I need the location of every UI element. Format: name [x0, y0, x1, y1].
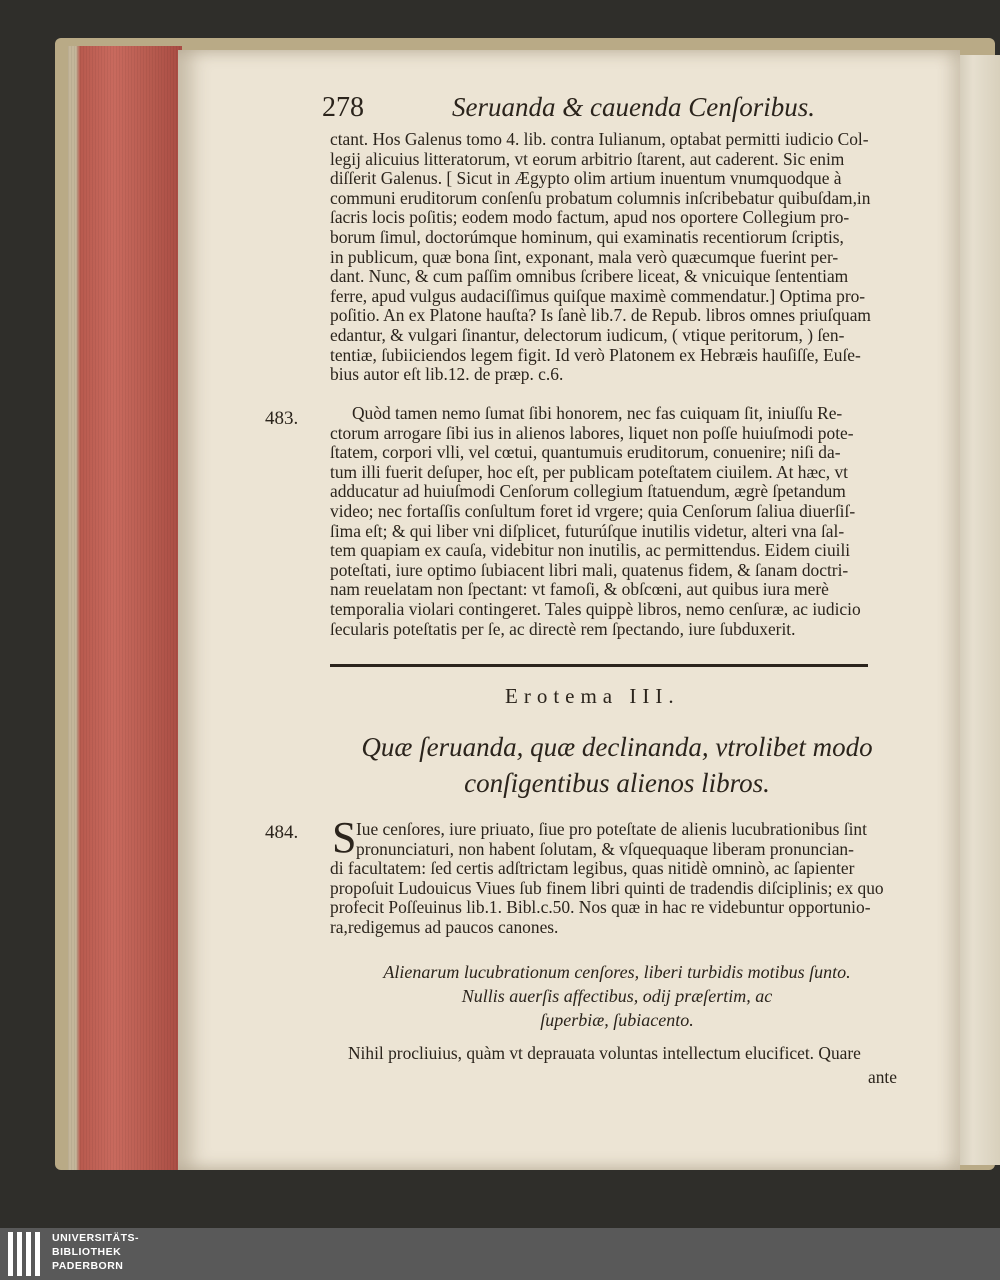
running-title: Seruanda & cauenda Cenſoribus.	[452, 92, 815, 122]
section-number: 484.	[265, 822, 299, 843]
closing-line: Nihil procliuius, quàm vt deprauata voluntas intellectum elucificet. Quare	[348, 1043, 861, 1063]
page-edges-red	[68, 46, 182, 1170]
canon-line: Alienarum lucubrationum cenſores, liberi turbidis motibus ſunto.	[383, 962, 851, 982]
text-line: ſecularis poteſtatis per ſe, ac directè rem ſpectando, iure ſubduxerit.	[330, 618, 796, 639]
text-line: ferre, apud vulgus audaciſſimus quiſque maximè commendatur.] Optima pro-	[330, 285, 866, 306]
library-footer-bar	[0, 1228, 1000, 1280]
text-line: in publicum, quæ bona ſint, exponant, mala verò quæcumque fuerint per-	[330, 246, 839, 267]
canon-line: ſuperbiæ, ſubiacento.	[540, 1010, 694, 1030]
text-line: pronunciaturi, non habent ſolutam, & vſquequaque liberam pronuncian-	[356, 838, 854, 859]
canon-rule	[330, 960, 904, 1032]
text-line: Quòd tamen nemo ſumat ſibi honorem, nec fas cuiquam ſit, iniuſſu Re-	[352, 403, 843, 423]
text-line: borum ſimul, doctorúmque hominum, qui examinatis recentiorum ſcriptis,	[330, 226, 844, 247]
text-line: ctant. Hos Galenus tomo 4. lib. contra Iulianum, optabat permitti iudicio Col-	[330, 129, 869, 149]
text-line: ctorum arrogare ſibi ius in alienos labores, liquet non poſſe huiuſmodi pote-	[330, 422, 854, 443]
text-line: video; nec fortaſſis conſultum foret id vrgere; quia Cenſorum ſaliua diuerſiſ-	[330, 500, 856, 521]
library-name-line-2: BIBLIOTHEK	[52, 1246, 122, 1258]
text-line: ſacris locis poſitis; eodem modo factum, apud nos oportere Collegium pro-	[330, 207, 850, 228]
library-name-line-1: UNIVERSITÄTS-	[52, 1232, 140, 1244]
library-name-line-3: PADERBORN	[52, 1260, 124, 1272]
text-line: diſſerit Galenus. [ Sicut in Ægypto olim artium inuentum vnumquodque à	[330, 168, 842, 189]
text-line: ra,redigemus ad paucos canones.	[330, 916, 559, 937]
text-line: poteſtati, iure optimo ſubiacent libri mali, quatenus fidem, & ſanam doctri-	[330, 559, 849, 580]
page-number: 278	[322, 92, 364, 123]
text-line: edantur, & vulgari ſinantur, delectorum iudicum, ( vtique peritorum, ) ſen-	[330, 324, 845, 345]
drop-cap: S	[332, 813, 357, 862]
canon-line: Nullis auerſis affectibus, odij præſertim, ac	[461, 986, 773, 1006]
facing-page-edge	[955, 55, 1000, 1165]
text-line: profecit Poſſeuinus lib.1. Bibl.c.50. Nos quæ in hac re videbuntur opportunio-	[330, 897, 871, 918]
section-number: 483.	[265, 408, 299, 429]
text-line: bius autor eſt lib.12. de præp. c.6.	[330, 364, 564, 385]
paragraph-top	[330, 130, 871, 385]
text-line: communi eruditorum conſenſu probatum columnis inſcribebatur quibuſdam,in	[330, 187, 871, 208]
text-line: propoſuit Ludouicus Viues ſub finem libri quinti de tradendis diſciplinis; ex quo	[330, 877, 884, 898]
erotema-heading: Erotema III.	[505, 684, 680, 708]
section-divider	[330, 664, 868, 667]
text-line: legij alicuius litteratorum, vt eorum arbitrio ſtarent, aut caderent. Sic enim	[330, 148, 845, 169]
catchword: ante	[868, 1067, 897, 1087]
question-title-line-1: Quæ ſeruanda, quæ declinanda, vtrolibet modo	[361, 732, 873, 762]
text-line: poſitio. An ex Platone hauſta? Is ſanè lib.7. de Repub. libros omnes priuſquam	[330, 305, 871, 326]
text-line: temporalia violari contingeret. Tales quippè libros, nemo cenſuræ, ac iudicio	[330, 598, 861, 619]
paragraph-483	[330, 404, 861, 639]
text-line: ſima eſt; & qui liber vni diſplicet, futurúſque inutilis videtur, alteri vna ſal-	[330, 520, 845, 541]
text-line: adducatur ad huiuſmodi Cenſorum collegium ſtatuendum, ægrè ſpetandum	[330, 481, 846, 502]
text-line: ſtatem, corpori vlli, vel cœtui, quantumuis eruditorum, conuenire; niſi da-	[330, 442, 841, 463]
text-line: nam reuelatam non ſpectant: vt famoſi, & obſcœni, aut quibus iura merè	[330, 579, 829, 600]
text-line: Iue cenſores, iure priuato, ſiue pro poteſtate de alienis lucubrationibus ſint	[356, 819, 867, 839]
text-line: tem quapiam ex cauſa, videbitur non inutilis, ac permittendus. Eidem ciuili	[330, 540, 851, 561]
text-line: dant. Nunc, & cum paſſim omnibus ſcribere liceat, & vnicuique ſententiam	[330, 266, 849, 287]
question-title-line-2: conſigentibus alienos libros.	[464, 768, 770, 798]
text-line: tentiæ, ſubiiciendos legem figit. Id verò Platonem ex Hebræis hauſiſſe, Euſe-	[330, 344, 861, 365]
text-line: tum illi fuerit deſuper, hoc eſt, per publicam poteſtatem ciuilem. At hæc, vt	[330, 461, 848, 482]
paragraph-484	[330, 820, 884, 938]
library-logo-icon	[8, 1232, 44, 1276]
text-line: di facultatem: ſed certis adſtrictam legibus, quas nitidè omninò, ac ſapienter	[330, 858, 855, 879]
